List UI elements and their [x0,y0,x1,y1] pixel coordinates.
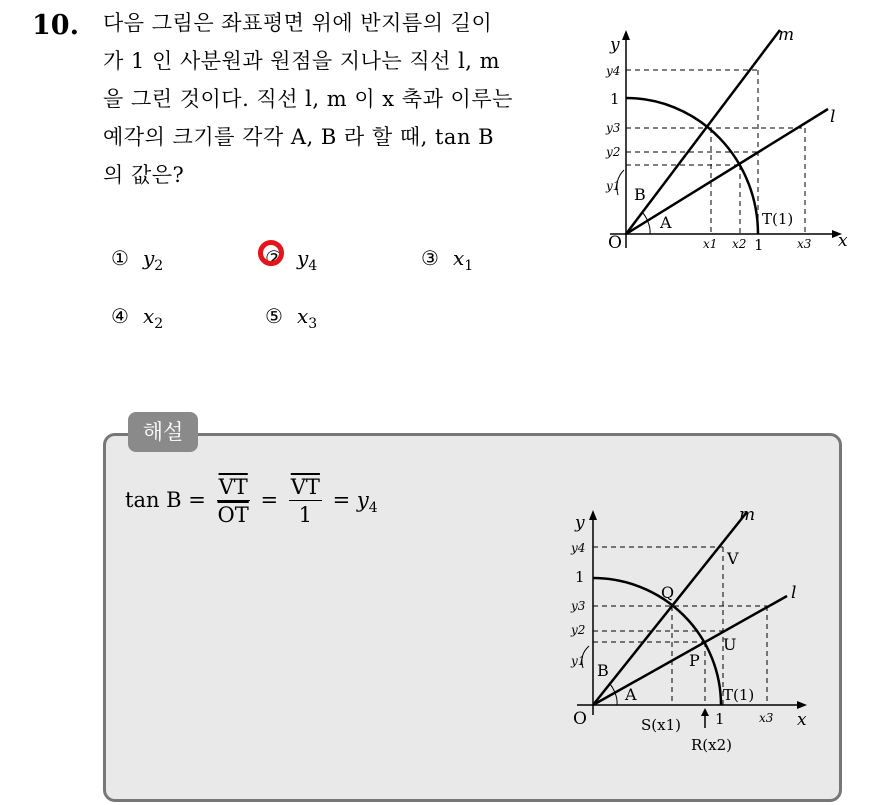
angle-a-label: A [625,685,637,704]
solution-formula [125,474,378,529]
choice-4[interactable] [111,304,163,332]
y2-label: y2 [571,623,586,637]
question-number: 10. [32,10,79,41]
choice-var: y [142,246,155,270]
angle-b-arc [609,683,615,693]
angle-b-arc [642,212,648,222]
angle-b-label: B [634,185,646,204]
line-m [626,30,780,234]
angle-a-arc [615,693,617,705]
choice-number: ② [265,246,283,270]
y-axis-arrow [589,510,597,520]
x-axis-arrow [797,701,807,709]
y2-label: y2 [606,145,621,159]
question-line-2: 가 1 인 사분원과 원점을 지나는 직선 l, m [103,49,501,73]
question-figure [590,20,860,260]
line-l-label: l [791,583,797,603]
x2-label: x2 [732,237,747,251]
fraction-1-bottom: OT [217,503,249,527]
x-axis-label: x [797,710,807,730]
question-line-3: 을 그린 것이다. 직선 l, m 이 x 축과 이루는 [103,87,513,111]
choice-sub: 1 [464,258,474,274]
one-y-label: 1 [610,90,620,108]
point-u-label: U [723,635,737,654]
x1-label: x1 [703,237,718,251]
choice-var: x [452,246,465,270]
formula-rhs-sub: 4 [368,500,378,517]
r-pointer-arrow [701,708,709,716]
y-axis-arrow [622,30,630,40]
point-v-label: V [727,549,739,568]
question-line-4: 예각의 크기를 각각 A, B 라 할 때, tan B [103,125,495,149]
y1-label: y1 [571,654,586,668]
point-t-label: T(1) [723,686,755,704]
solution-tag: 해설 [128,412,198,452]
fraction-vt-over-1 [289,474,322,529]
equals-sign-2: = [332,488,351,512]
choice-number: ③ [421,246,439,270]
choice-number: ① [111,246,129,270]
fraction-2-bottom: 1 [298,503,313,527]
line-l-label: l [830,107,836,127]
point-s-label: S(x1) [641,716,681,734]
choice-sub: 4 [308,258,318,274]
y1-label: y1 [606,179,621,193]
y-axis-label: y [575,513,585,533]
point-t-label: T(1) [762,210,794,228]
choice-var: x [142,304,155,328]
y3-label: y3 [606,121,621,135]
equals-sign: = [260,488,279,512]
formula-rhs: y [356,488,369,512]
choice-number: ④ [111,304,129,328]
y-axis-label: y [610,35,620,55]
origin-label: O [573,709,587,729]
question-line-1: 다음 그림은 좌표평면 위에 반지름의 길이 [103,11,493,35]
line-m [593,512,747,705]
point-r-label: R(x2) [691,736,733,754]
angle-a-arc [648,222,650,234]
dashed-guides [593,547,767,705]
point-p-label: P [689,651,700,670]
choice-var: x [296,304,309,328]
y4-label: y4 [571,541,586,555]
choice-var: y [296,246,309,270]
x-axis-label: x [838,231,848,251]
origin-label: O [608,233,622,253]
choice-sub: 2 [154,258,164,274]
line-m-label: m [739,505,756,525]
y3-label: y3 [571,599,586,613]
line-m-label: m [778,25,795,45]
choice-sub: 3 [308,316,318,332]
angle-a-label: A [660,213,672,232]
choice-1[interactable] [111,246,163,274]
fraction-vt-over-ot [217,474,250,529]
answer-circle-mark [258,240,284,266]
fraction-2-top: $\overline{VT}$ [290,475,320,499]
x3-label: x3 [797,237,812,251]
solution-figure [555,500,825,770]
one-x-label: 1 [715,710,725,728]
choice-sub: 2 [154,316,164,332]
one-y-label: 1 [575,568,585,586]
choice-number: ⑤ [265,304,283,328]
one-x-label: 1 [754,236,764,254]
x3-label: x3 [759,711,774,725]
fraction-1-top: $\overline{VT}$ [218,475,248,499]
angle-b-label: B [597,661,609,680]
choice-5[interactable] [265,304,317,332]
y4-label: y4 [606,64,621,78]
question-line-5: 의 값은? [103,163,185,187]
formula-lhs: tan B = [125,488,206,512]
point-q-label: Q [661,583,675,602]
choice-3[interactable] [421,246,473,274]
